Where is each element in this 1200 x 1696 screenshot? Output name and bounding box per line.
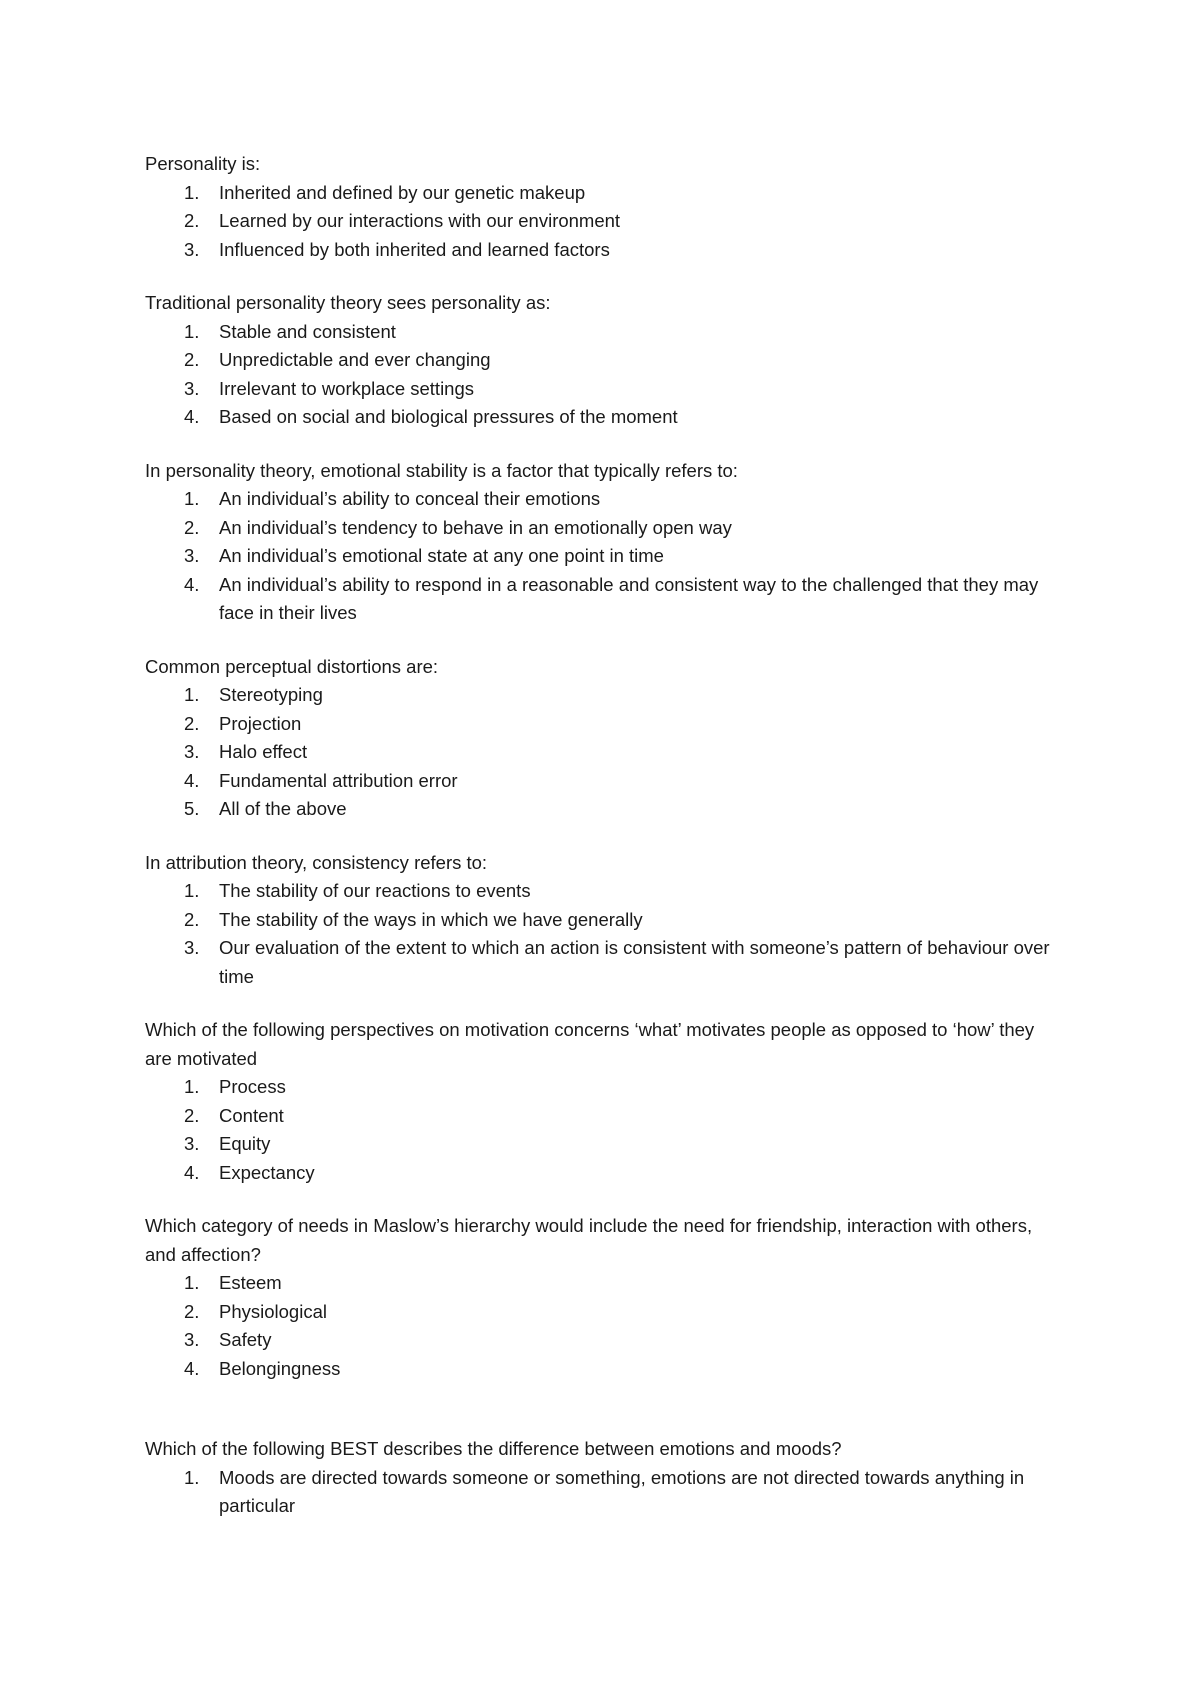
option-item: 1. Inherited and defined by our genetic makeup — [184, 181, 586, 203]
question-stem: Which of the following perspectives on motivation concerns ‘what’ motivates people as opposed to ‘how’ they are motivated — [145, 1019, 1035, 1069]
option-item: 1. The stability of our reactions to events — [184, 880, 531, 901]
option-list — [145, 485, 1065, 628]
option-item: 1. Moods are directed towards someone or something, emotions are not directed towards anything in particular — [184, 1466, 1025, 1516]
option-item: 2. Unpredictable and ever changing — [184, 349, 491, 370]
option-list — [145, 1464, 1065, 1521]
question-stem: Personality is: — [145, 153, 261, 174]
option-item: 1. Stable and consistent — [184, 320, 396, 342]
option-list — [145, 1269, 1065, 1383]
question-4 — [145, 653, 1065, 824]
option-item: 4. Based on social and biological pressures of the moment — [184, 406, 678, 427]
option-item: 4. Expectancy — [184, 1161, 315, 1183]
question-stem: Which of the following BEST describes the difference between emotions and moods? — [145, 1438, 842, 1459]
option-list — [145, 681, 1065, 824]
question-stem: In personality theory, emotional stability is a factor that typically refers to: — [145, 459, 738, 481]
option-item: 3. Irrelevant to workplace settings — [184, 377, 475, 399]
option-item: 2. Content — [184, 1104, 284, 1126]
question-8 — [145, 1435, 1065, 1521]
document-body — [145, 150, 1065, 1546]
option-item: 2. An individual’s tendency to behave in an emotionally open way — [184, 516, 732, 538]
option-item: 1. Esteem — [184, 1272, 282, 1293]
question-stem: Traditional personality theory sees personality as: — [145, 292, 551, 313]
option-item: 1. Process — [184, 1076, 286, 1097]
option-item: 2. The stability of the ways in which we have generally — [184, 908, 643, 930]
question-2 — [145, 289, 1065, 432]
question-1 — [145, 150, 1065, 264]
option-list — [145, 179, 1065, 265]
option-item: 2. Projection — [184, 712, 302, 734]
option-item: 4. Belongingness — [184, 1357, 341, 1379]
option-item: 3. Equity — [184, 1133, 271, 1154]
option-item: 4. Fundamental attribution error — [184, 769, 458, 791]
option-item: 4. An individual’s ability to respond in a reasonable and consistent way to the challenged that they may face in their lives — [184, 573, 1039, 623]
option-item: 3. Halo effect — [184, 741, 308, 762]
question-3 — [145, 457, 1065, 628]
option-item: 1. Stereotyping — [184, 684, 323, 705]
option-item: 2. Physiological — [184, 1300, 327, 1322]
question-5 — [145, 849, 1065, 992]
option-item: 3. Our evaluation of the extent to which an action is consistent with someone’s pattern of behaviour over time — [184, 937, 1050, 987]
question-stem: Common perceptual distortions are: — [145, 655, 439, 677]
option-item: 5. All of the above — [184, 798, 347, 819]
option-item: 3. An individual’s emotional state at any one point in time — [184, 545, 664, 566]
option-list — [145, 1073, 1065, 1187]
option-list — [145, 877, 1065, 991]
option-item: 2. Learned by our interactions with our environment — [184, 210, 621, 231]
question-6 — [145, 1016, 1065, 1187]
question-stem: In attribution theory, consistency refers to: — [145, 851, 488, 873]
option-list — [145, 318, 1065, 432]
option-item: 1. An individual’s ability to conceal their emotions — [184, 488, 601, 509]
option-item: 3. Influenced by both inherited and learned factors — [184, 238, 610, 260]
question-7 — [145, 1212, 1065, 1383]
question-stem: Which category of needs in Maslow’s hierarchy would include the need for friendship, interaction with others, and affection? — [145, 1215, 1033, 1265]
option-item: 3. Safety — [184, 1329, 272, 1350]
